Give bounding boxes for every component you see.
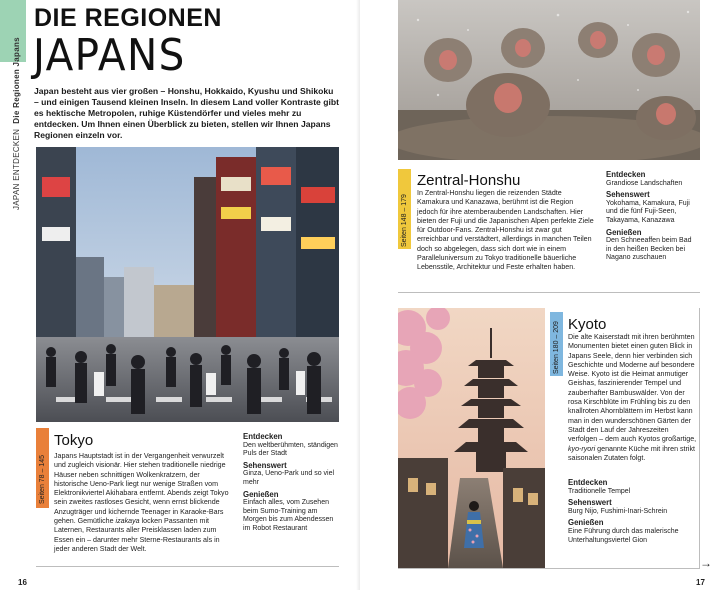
honshu-fact-heading-2: Genießen xyxy=(606,227,642,237)
page-number-left: 16 xyxy=(18,578,27,587)
kyoto-fact-heading-1: Sehenswert xyxy=(568,498,612,508)
tokyo-body xyxy=(54,452,234,554)
kyoto-body-italic: kyo-ryori xyxy=(568,444,596,453)
kyoto-fact-heading-0: Entdecken xyxy=(568,478,608,487)
tokyo-photo xyxy=(36,147,339,422)
tokyo-body-part1: Japans Hauptstadt ist in der Vergangenheit verwurzelt und zugleich visionär. Hier stehen traditionelle niedrige Häuser neben schnittigen Wolkenkratzern, der historische Ueno-Park liegt nur wenige Straßen vom Elektronikviertel Akihabara entfernt. Abends zeigt Tokyo sein zweites rastloses Gesicht, wenn ernst blickende Anzugträger und kichernde Teenager in Karaoke-Bars gehen. Gemütliche xyxy=(54,452,229,526)
next-page-arrow-icon[interactable]: → xyxy=(700,556,712,570)
snow-monkeys-illustration xyxy=(398,0,700,160)
honshu-bottom-rule xyxy=(398,292,700,293)
tokyo-fact-heading-0: Entdecken xyxy=(243,432,283,441)
snow-monkeys-photo xyxy=(398,0,700,160)
right-page xyxy=(360,0,720,590)
side-tab-section: JAPAN ENTDECKEN xyxy=(12,128,21,210)
tokyo-fact-heading-1: Sehenswert xyxy=(243,460,287,470)
kyoto-body-part1: Die alte Kaiserstadt mit ihren berühmten Monumenten bietet einen guten Blick in Japans Seele, denn hier verbinden sich Geschichte und Moderne auf besondere Weise. Kyoto ist die Heimat anmutiger Geishas, faszinierender Tempel und zauberhafter Bambuswälder. Von der rosa Kirschblüte im Frühling bis zu den knallroten Ahornblättern im Herbst kann man in den wunderschönen Gärten der Stadt den Lauf der Jahreszeiten verfolgen – dem auch Kyotos großartige, xyxy=(568,333,697,444)
kyoto-pages-label: Seiten 180 – 209 xyxy=(550,312,563,376)
honshu-fact-text-1: Yokohama, Kamakura, Fuji und die fünf Fuji-Seen, Takayama, Kanazawa xyxy=(606,199,690,224)
tokyo-street-illustration xyxy=(36,147,339,422)
page-title-line2: JAPANS xyxy=(33,30,186,81)
honshu-fact-heading-0: Entdecken xyxy=(606,170,646,179)
tokyo-facts xyxy=(243,433,339,534)
tokyo-fact-text-0: Den weltberühmten, ständigen Puls der Stadt xyxy=(243,441,338,458)
honshu-body: In Zentral-Honshu liegen die reizenden Städte Kamakura und Kanazawa, berühmt ist die Region jedoch für ihre atemberaubenden Landschaften. Hier bieten der Fuji und die Japanischen Alpen perfekte Ziele für Outdoor-Fans. Zentral-Honshu ist zwar gut erreichbar und verstädtert, allerdings in manchen Teilen doch so abgelegen, dass sich dort wie in einem Paralleluniversum zu Tokyo traditionelle bäuerliche Lebensstile, Architektur und Feste erhalten haben. xyxy=(417,189,594,272)
kyoto-pagoda-photo xyxy=(398,308,545,568)
honshu-fact-text-0: Grandiose Landschaften xyxy=(606,179,683,187)
honshu-facts xyxy=(606,171,698,263)
tokyo-body-italic: izakaya xyxy=(115,517,140,526)
kyoto-facts xyxy=(568,479,698,545)
page-number-right: 17 xyxy=(696,578,705,587)
kyoto-body xyxy=(568,333,698,463)
tokyo-fact-text-2: Einfach alles, vom Zusehen beim Sumo-Training am Morgen bis zum Abendessen im Robot Restaurant xyxy=(243,499,334,532)
kyoto-pagoda-illustration xyxy=(398,308,545,568)
tokyo-fact-heading-2: Genießen xyxy=(243,489,279,499)
tokyo-title: Tokyo xyxy=(54,432,94,449)
intro-text: Japan besteht aus vier großen – Honshu, Hokkaido, Kyushu und Shikoku – und einigen Tausend kleinen Inseln. In diesem Land voller Kontraste gibt es hektische Metropolen, ruhige Küstendörfer und vieles mehr zu entdecken. Um Ihnen einen Überblick zu bieten, stellen wir Ihnen Japans Regionen einzeln vor. xyxy=(34,86,339,140)
honshu-title: Zentral-Honshu xyxy=(417,172,521,189)
honshu-fact-text-2: Den Schneeaffen beim Bad in den heißen Becken bei Nagano zuschauen xyxy=(606,237,692,262)
kyoto-bottom-rule xyxy=(398,568,700,569)
kyoto-title: Kyoto xyxy=(568,316,607,333)
side-tab-chapter: Die Regionen Japans xyxy=(12,37,21,124)
kyoto-fact-text-0: Traditionelle Tempel xyxy=(568,487,631,495)
kyoto-fact-text-1: Burg Nijo, Fushimi-Inari-Schrein xyxy=(568,507,668,515)
tokyo-bottom-rule xyxy=(36,566,339,567)
kyoto-fact-heading-2: Genießen xyxy=(568,518,604,528)
kyoto-body-part2: genannte Küche mit ihren strikt saisonalen Zutaten folgt. xyxy=(568,444,695,462)
kyoto-right-rule xyxy=(699,308,700,568)
tokyo-fact-text-1: Ginza, Ueno-Park und so viel mehr xyxy=(243,470,335,486)
kyoto-fact-text-2: Eine Führung durch das malerische Unterhaltungsviertel Gion xyxy=(568,527,679,544)
honshu-fact-heading-1: Sehenswert xyxy=(606,190,650,200)
honshu-pages-label: Seiten 148 – 179 xyxy=(398,169,411,249)
page-title-line1: DIE REGIONEN xyxy=(34,4,222,32)
tokyo-pages-label: Seiten 78 – 145 xyxy=(36,428,49,508)
tokyo-body-part2: locken Passanten mit Laternen, Restaurants aller Preisklassen laden zum Essen ein – darunter mehr Sterne-Restaurants als in jeder anderen Stadt der Welt. xyxy=(54,517,220,553)
section-side-tab xyxy=(12,37,24,210)
